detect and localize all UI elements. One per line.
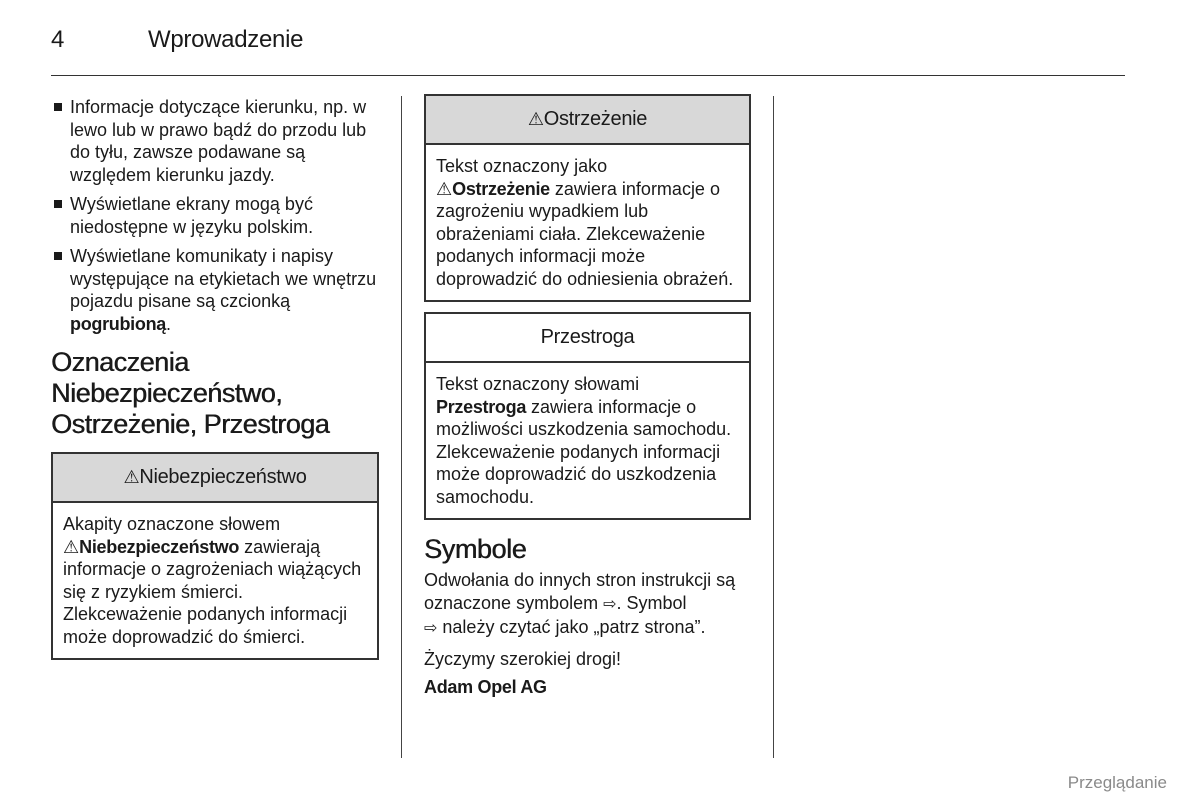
bold-word: pogrubioną: [70, 313, 166, 334]
bullet-square-icon: [54, 103, 62, 111]
symbols-text: Odwołania do innych stron instrukcji są oznaczone symbolem: [424, 570, 736, 613]
warning-keyword: Ostrzeżenie: [452, 178, 550, 199]
section-heading-line: Oznaczenia: [51, 347, 189, 377]
symbols-text: . Symbol: [616, 592, 687, 613]
warning-box-header: [426, 96, 749, 145]
column-middle: [424, 94, 751, 698]
bullet-item: [51, 245, 379, 335]
bullet-text-end: .: [165, 313, 171, 334]
symbols-text: należy czytać jako „patrz strona”.: [437, 617, 706, 637]
page-number: 4: [51, 26, 65, 53]
bullet-square-icon: [54, 200, 62, 208]
danger-box-text: Akapity oznaczone słowem: [63, 514, 281, 534]
bullet-text: Wyświetlane komunikaty i napisy występujące na etykietach we wnętrzu pojazdu pisane są czcionką: [70, 246, 377, 311]
caution-keyword: Przestroga: [436, 396, 527, 417]
caution-box-header: [426, 314, 749, 363]
danger-box: [51, 452, 379, 660]
warning-box-text: Tekst oznaczony jako: [436, 156, 608, 176]
symbols-heading: Symbole: [424, 534, 527, 564]
caution-box-body: [426, 363, 749, 518]
caution-box-text: Tekst oznaczony słowami: [436, 374, 640, 394]
column-divider-right: [773, 96, 774, 758]
bullet-text: Wyświetlane ekrany mogą być niedostępne w języku polskim.: [70, 194, 314, 237]
page-reference-arrow-icon: ⇨: [424, 620, 438, 637]
danger-keyword: Niebezpieczeństwo: [79, 536, 240, 557]
page-title: Wprowadzenie: [148, 26, 304, 53]
caution-box: [424, 312, 751, 520]
danger-box-title: Niebezpieczeństwo: [139, 466, 307, 488]
danger-box-text-rest: zawierają informacje o zagrożeniach wiążących się z ryzykiem śmierci. Zlekceważenie podanych informacji może doprowadzić do śmierci.: [63, 536, 362, 647]
bullet-list: [51, 96, 379, 335]
warning-box-text-rest: zawiera informacje o zagrożeniu wypadkiem lub obrażeniami ciała. Zlekceważenie podanych informacji może doprowadzić do odniesienia obrażeń.: [436, 178, 734, 289]
author-name: Adam Opel AG: [424, 677, 547, 697]
header-divider: [51, 75, 1125, 76]
warning-triangle-icon: ⚠: [123, 467, 140, 487]
page-reference-arrow-icon: ⇨: [603, 595, 617, 613]
warning-triangle-icon: ⚠: [63, 536, 80, 557]
bullet-square-icon: [54, 252, 62, 260]
caution-box-text-rest: zawiera informacje o możliwości uszkodzenia samochodu. Zlekceważenie podanych informacji może doprowadzić do uszkodzenia samochodu.: [436, 396, 732, 507]
warning-box: [424, 94, 751, 302]
column-divider-left: [401, 96, 402, 758]
section-heading: [51, 347, 379, 440]
section-heading-line: Niebezpieczeństwo,: [51, 378, 283, 408]
browse-link[interactable]: Przeglądanie: [1067, 773, 1167, 792]
bullet-item: [51, 96, 379, 186]
bullet-text: Informacje dotyczące kierunku, np. w lewo lub w prawo bądź do przodu lub do tyłu, zawsze podawane są względem kierunku jazdy.: [70, 97, 367, 185]
danger-box-header: [53, 454, 377, 503]
closing-wish: Życzymy szerokiej drogi!: [424, 648, 622, 669]
warning-triangle-icon: ⚠: [436, 178, 453, 199]
caution-box-title: Przestroga: [540, 326, 635, 348]
column-left: [51, 96, 379, 660]
warning-box-title: Ostrzeżenie: [543, 108, 648, 130]
warning-triangle-icon: ⚠: [527, 109, 544, 129]
bullet-item: [51, 193, 379, 238]
section-heading-line: Ostrzeżenie, Przestroga: [51, 409, 330, 439]
danger-box-body: [53, 503, 377, 658]
symbols-paragraph: [424, 569, 751, 641]
warning-box-body: [426, 145, 749, 300]
